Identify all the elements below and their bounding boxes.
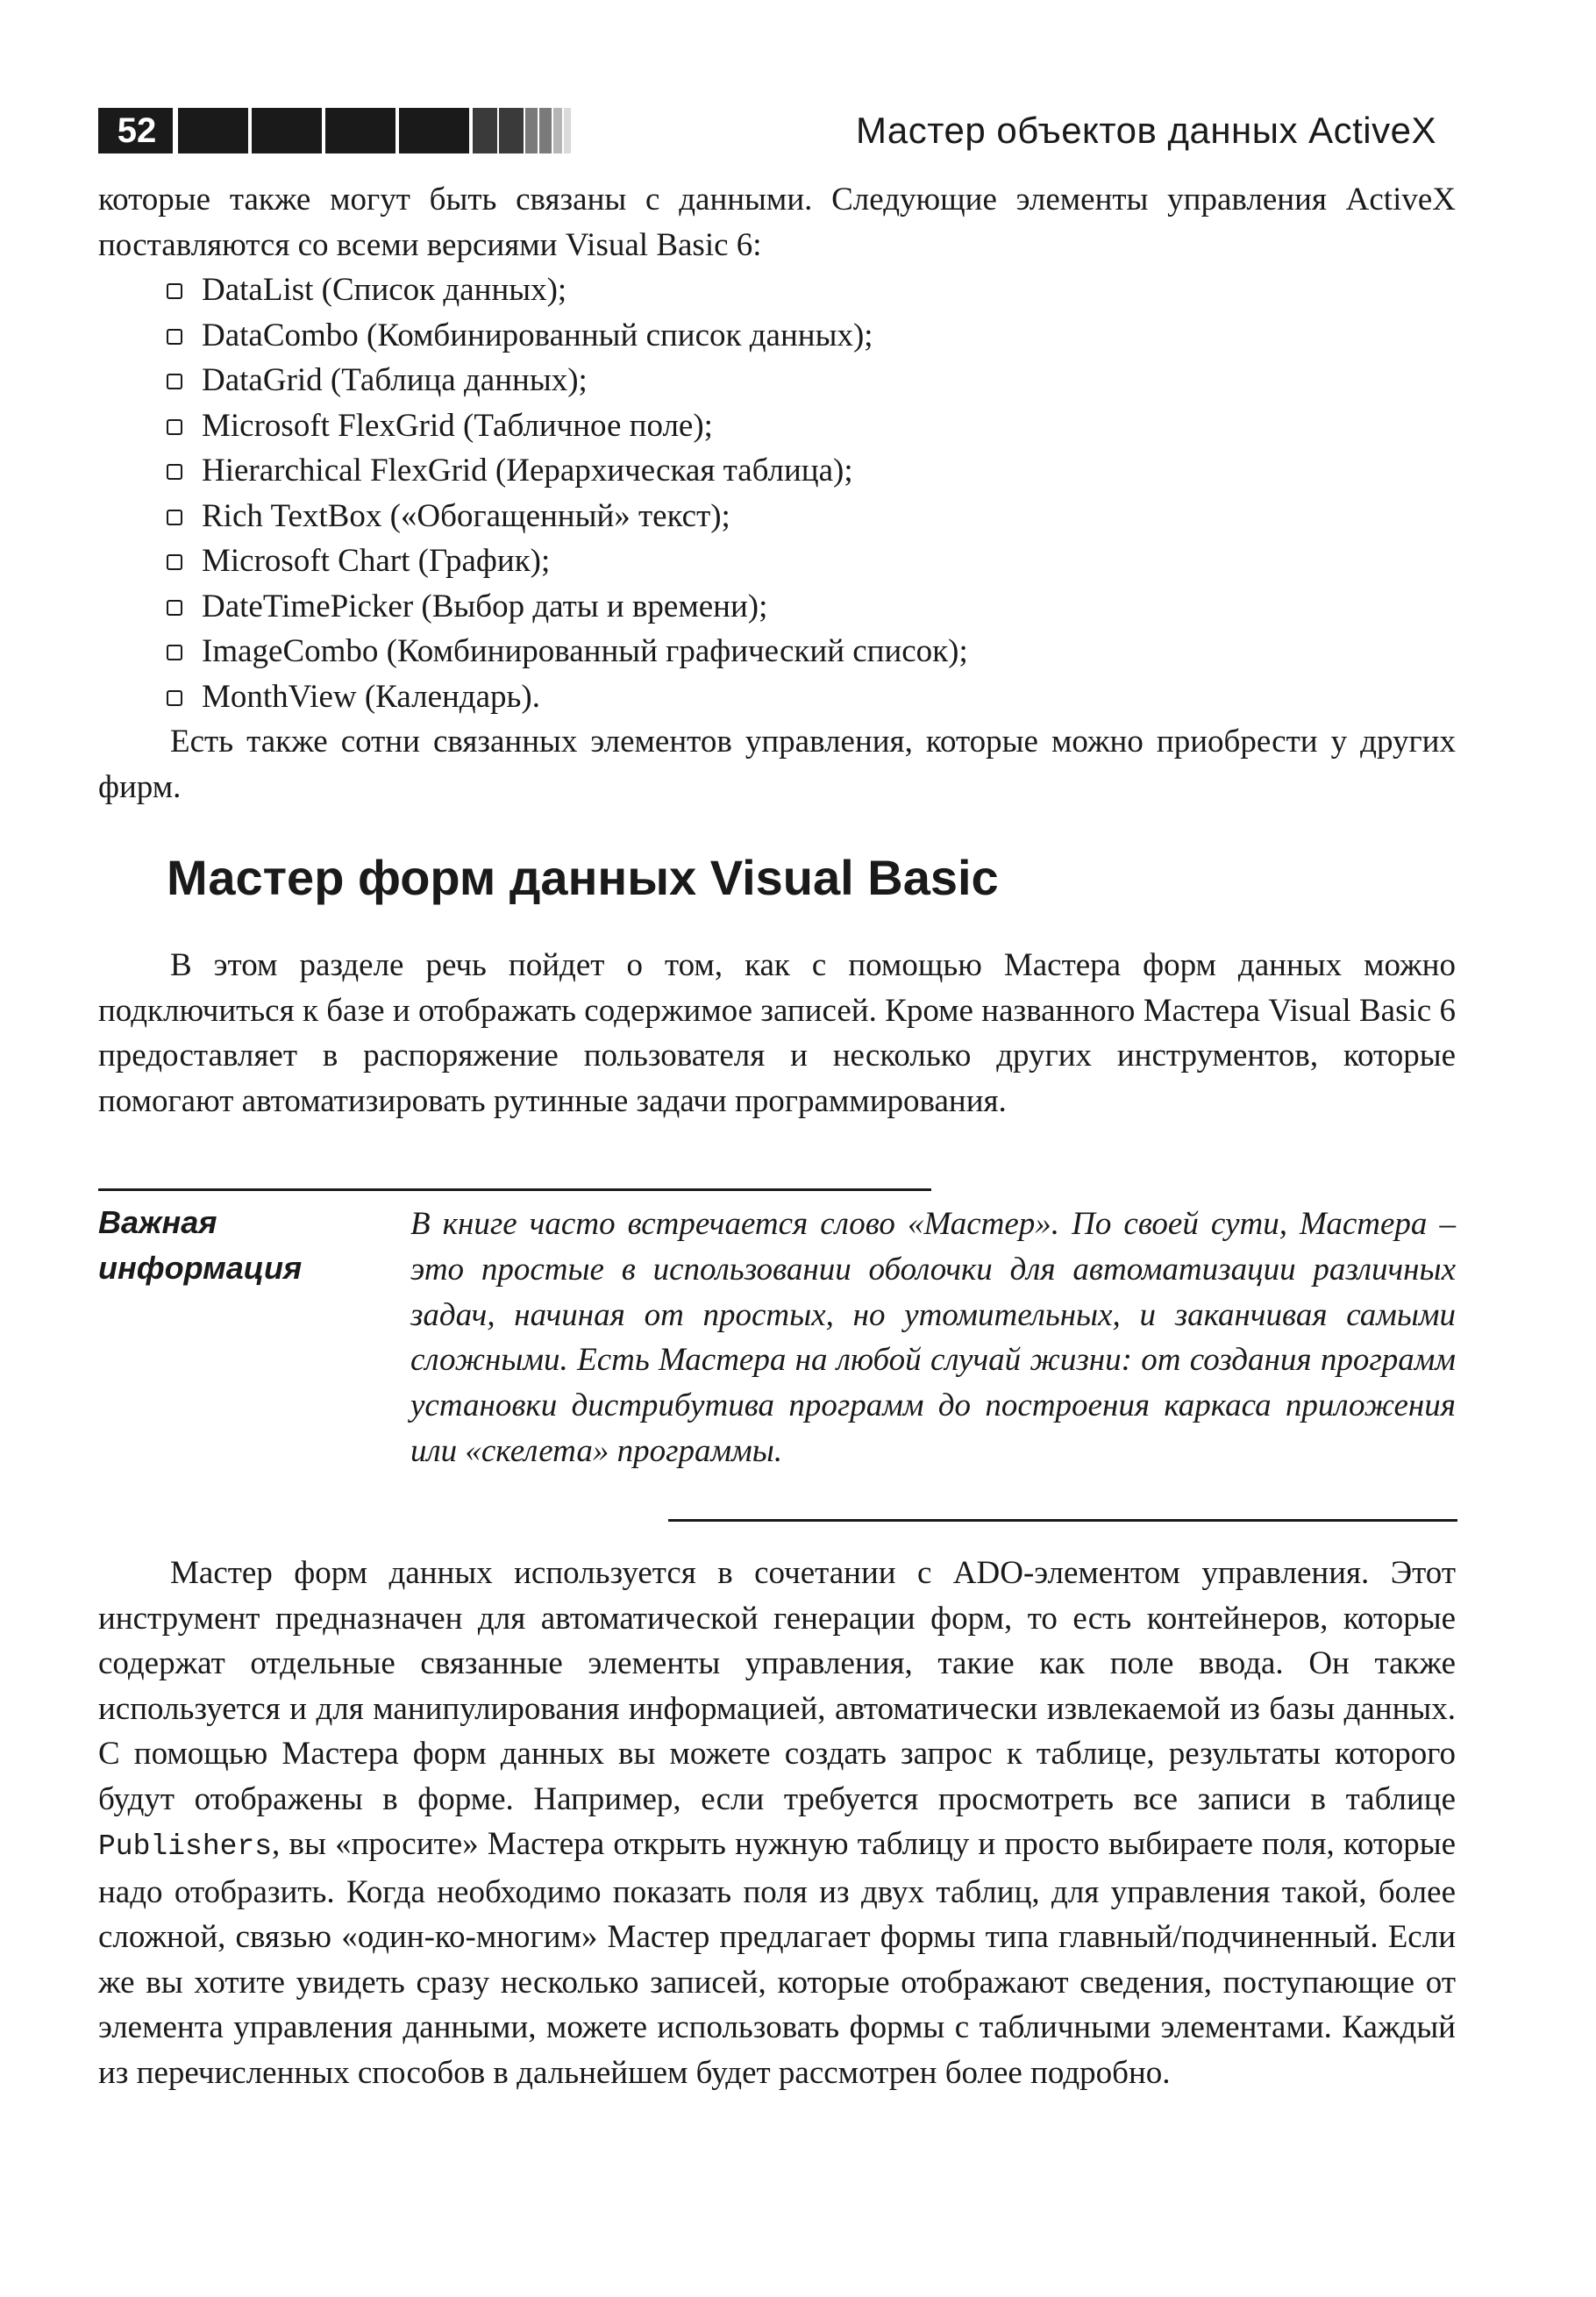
- header-bar-block: [473, 108, 497, 153]
- top-text-block: [98, 177, 1456, 810]
- list-item: DataList (Список данных);: [167, 268, 1456, 313]
- header-bar-block: [499, 108, 524, 153]
- intro-paragraph: которые также могут быть связаны с данными. Следующие элементы управления ActiveX поставляются со всеми версиями Visual Basic 6:: [98, 182, 1456, 263]
- list-item: DateTimePicker (Выбор даты и времени);: [167, 584, 1456, 630]
- main-body: [98, 1551, 1456, 2095]
- note-text: В книге часто встречается слово «Мастер». По своей сути, Мастера – это простые в использовании оболочки для автоматизации различных задач, начиная от простых, но утомительных, и заканчивая самыми сложными. Есть Мастера на любой случай жизни: от создания программ установки дистрибутива программ до построения каркаса приложения или «скелета» программы.: [410, 1206, 1456, 1469]
- list-item: Microsoft Chart (График);: [167, 539, 1456, 584]
- running-header: [98, 103, 1445, 158]
- after-list-paragraph: Есть также сотни связанных элементов управления, которые можно приобрести у других фирм.: [98, 724, 1456, 805]
- list-item: Microsoft FlexGrid (Табличное поле);: [167, 403, 1456, 449]
- bullet-box-icon: [167, 464, 182, 480]
- controls-list: [98, 268, 1456, 719]
- bullet-box-icon: [167, 600, 182, 616]
- note-label-line: информация: [98, 1250, 303, 1286]
- note-label-line: Важная: [98, 1204, 217, 1240]
- section-heading: Мастер форм данных Visual Basic: [167, 850, 999, 905]
- main-paragraph-text: Мастер форм данных используется в сочетании с ADO-элементом управления. Этот инструмент предназначен для автоматической генерации форм, то есть контейнеров, которые содержат отдельные связанные элементы управления, такие как поле ввода. Он также используется и для манипулирования информацией, автоматически извлекаемой из базы данных. С помощью Мастера форм данных вы можете создать запрос к таблице, результаты которого будут отображены в форме. Например, если требуется просмотреть все записи в таблице: [98, 1555, 1456, 1817]
- note-bottom-rule: [668, 1519, 1457, 1522]
- bullet-box-icon: [167, 645, 182, 660]
- list-item: Hierarchical FlexGrid (Иерархическая таблица);: [167, 448, 1456, 494]
- bullet-box-icon: [167, 283, 182, 299]
- bullet-box-icon: [167, 554, 182, 570]
- running-title: Мастер объектов данных ActiveX: [855, 110, 1436, 151]
- bullet-box-icon: [167, 419, 182, 435]
- header-bar-block: [553, 108, 562, 153]
- main-paragraph: [98, 1551, 1456, 2095]
- header-bar-block: [564, 108, 571, 153]
- header-decorative-bar: [178, 108, 634, 153]
- header-bar-block: [178, 108, 248, 153]
- list-item: DataCombo (Комбинированный список данных);: [167, 313, 1456, 359]
- bullet-box-icon: [167, 374, 182, 389]
- section-body: [98, 943, 1456, 1124]
- header-bar-block: [399, 108, 469, 153]
- table-name-code: Publishers: [98, 1830, 273, 1863]
- list-item: DataGrid (Таблица данных);: [167, 358, 1456, 403]
- note-label: [98, 1200, 361, 1291]
- bullet-box-icon: [167, 690, 182, 706]
- list-item: ImageCombo (Комбинированный графический список);: [167, 629, 1456, 674]
- section-paragraph: В этом разделе речь пойдет о том, как с помощью Мастера форм данных можно подключиться к базе и отображать содержимое записей. Кроме названного Мастера Visual Basic 6 предоставляет в распоряжение пользователя и несколько других инструментов, которые помогают автоматизировать рутинные задачи программирования.: [98, 947, 1456, 1119]
- bullet-box-icon: [167, 329, 182, 345]
- page-number: 52: [98, 108, 175, 153]
- list-item: MonthView (Календарь).: [167, 674, 1456, 720]
- header-bar-block: [539, 108, 552, 153]
- header-bar-block: [525, 108, 538, 153]
- main-paragraph-text: , вы «просите» Мастера открыть нужную таблицу и просто выбираете поля, которые надо отобразить. Когда необходимо показать поля из двух таблиц, для управления такой, более сложной, связью «один-ко-многим» Мастер предлагает формы типа главный/подчиненный. Если же вы хотите увидеть сразу несколько записей, которые отображают сведения, поступающие от элемента управления данными, можете использовать формы с табличными элементами. Каждый из перечисленных способов в дальнейшем будет рассмотрен более подробно.: [98, 1826, 1456, 2091]
- bullet-box-icon: [167, 510, 182, 525]
- note-top-rule: [98, 1188, 931, 1191]
- header-bar-block: [252, 108, 322, 153]
- header-bar-block: [325, 108, 395, 153]
- list-item: Rich TextBox («Обогащенный» текст);: [167, 494, 1456, 539]
